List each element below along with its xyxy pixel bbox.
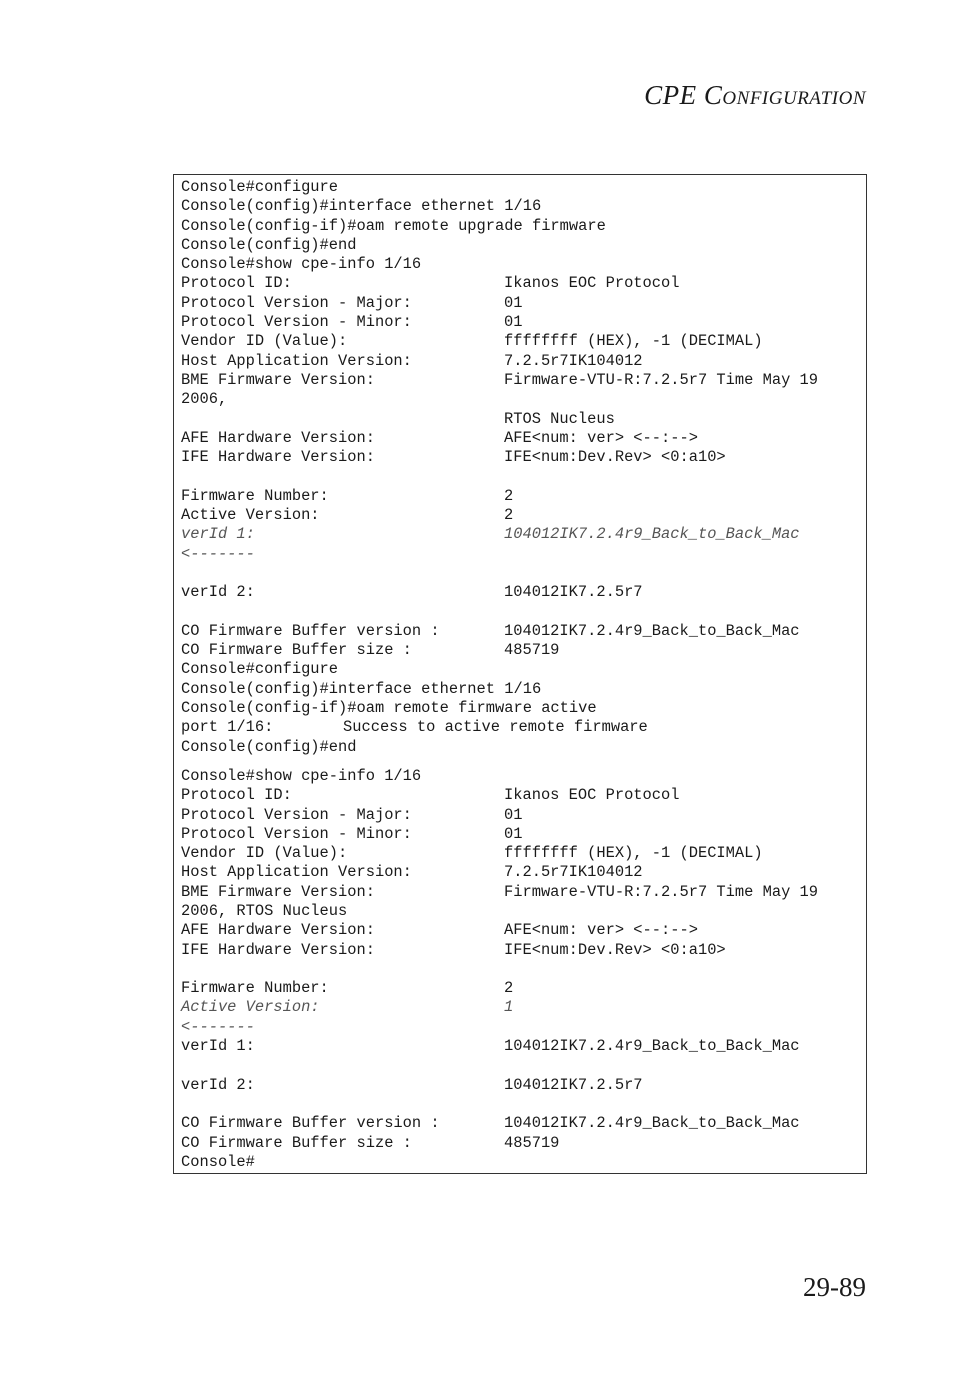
field-value: Firmware-VTU-R:7.2.5r7 Time May 19 xyxy=(504,370,819,389)
console-line xyxy=(181,960,866,979)
field-label: Protocol ID: xyxy=(181,786,292,805)
console-line: Console#configure xyxy=(181,178,339,196)
field-label: AFE Hardware Version: xyxy=(181,921,375,940)
field-value: AFE<num: ver> <--:--> xyxy=(504,921,698,940)
field-label: BME Firmware Version: xyxy=(181,882,375,901)
field-label: CO Firmware Buffer size : xyxy=(181,641,412,660)
field-label: Vendor ID (Value): xyxy=(181,332,348,351)
field-value: 104012IK7.2.4r9_Back_to_Back_Mac xyxy=(504,1037,800,1056)
field-label: AFE Hardware Version: xyxy=(181,428,375,447)
field-value: 1 xyxy=(504,998,514,1017)
header-title-initial: C xyxy=(703,80,723,110)
field-value: 104012IK7.2.5r7 xyxy=(504,1075,643,1094)
console-line xyxy=(181,941,866,960)
console-line xyxy=(181,294,866,313)
field-value: Ikanos EOC Protocol xyxy=(504,786,680,805)
status-message: Success to active remote firmware xyxy=(343,718,648,737)
field-value: IFE<num:Dev.Rev> <0:a10> xyxy=(504,940,726,959)
console-line xyxy=(181,332,866,351)
console-line xyxy=(181,1076,866,1095)
field-value: 7.2.5r7IK104012 xyxy=(504,351,643,370)
console-line xyxy=(181,806,866,825)
console-line xyxy=(181,825,866,844)
console-line: <------- xyxy=(181,544,255,563)
field-value: 104012IK7.2.4r9_Back_to_Back_Mac xyxy=(504,1114,800,1133)
console-line xyxy=(181,622,866,641)
field-value: 485719 xyxy=(504,1133,560,1152)
console-line xyxy=(181,979,866,998)
field-value: 2 xyxy=(504,486,514,505)
field-label: CO Firmware Buffer version : xyxy=(181,621,440,640)
field-value: 7.2.5r7IK104012 xyxy=(504,863,643,882)
field-label: Protocol Version - Minor: xyxy=(181,824,412,843)
console-line xyxy=(181,410,866,429)
field-label: CO Firmware Buffer version : xyxy=(181,1114,440,1133)
field-label: Host Application Version: xyxy=(181,351,412,370)
console-line xyxy=(181,564,866,583)
console-line: Console(config)#end xyxy=(181,737,357,756)
console-example-box xyxy=(173,174,867,1174)
field-value: 01 xyxy=(504,824,523,843)
field-label: verId 1: xyxy=(181,525,255,544)
console-line xyxy=(181,1114,866,1133)
header-title-rest: ONFIGURATION xyxy=(722,88,866,109)
field-value: 104012IK7.2.4r9_Back_to_Back_Mac xyxy=(504,621,800,640)
field-label: Protocol Version - Major: xyxy=(181,293,412,312)
field-value: 104012IK7.2.4r9_Back_to_Back_Mac xyxy=(504,525,800,544)
console-line: Console#show cpe-info 1/16 xyxy=(181,255,422,274)
console-line: Console(config)#interface ethernet 1/16 xyxy=(181,679,542,698)
console-line xyxy=(181,274,866,293)
console-line: Console#show cpe-info 1/16 xyxy=(181,766,422,785)
field-value: 01 xyxy=(504,313,523,332)
console-line xyxy=(181,371,866,390)
console-line xyxy=(181,313,866,332)
console-line xyxy=(181,998,866,1017)
console-line xyxy=(181,786,866,805)
running-header xyxy=(644,80,866,111)
console-line xyxy=(181,921,866,940)
port-label: port 1/16: xyxy=(181,718,274,737)
field-value: ffffffff (HEX), -1 (DECIMAL) xyxy=(504,844,763,863)
console-line xyxy=(181,506,866,525)
field-label: IFE Hardware Version: xyxy=(181,940,375,959)
field-value: IFE<num:Dev.Rev> <0:a10> xyxy=(504,448,726,467)
field-value: Firmware-VTU-R:7.2.5r7 Time May 19 xyxy=(504,882,819,901)
console-line xyxy=(181,1095,866,1114)
console-line: 2006, RTOS Nucleus xyxy=(181,901,348,920)
console-line: <------- xyxy=(181,1017,255,1036)
field-label: Vendor ID (Value): xyxy=(181,844,348,863)
console-line xyxy=(181,603,866,622)
field-label: Protocol Version - Minor: xyxy=(181,313,412,332)
field-label: verId 2: xyxy=(181,1075,255,1094)
console-line xyxy=(181,883,866,902)
console-line xyxy=(181,718,866,737)
field-label: IFE Hardware Version: xyxy=(181,448,375,467)
field-value: AFE<num: ver> <--:--> xyxy=(504,428,698,447)
console-line xyxy=(181,583,866,602)
console-line: Console# xyxy=(181,1152,255,1171)
console-line: Console(config-if)#oam remote firmware active xyxy=(181,699,597,718)
field-label: Firmware Number: xyxy=(181,979,329,998)
console-line xyxy=(181,467,866,486)
console-line: 2006, xyxy=(181,390,228,409)
field-value: 485719 xyxy=(504,641,560,660)
field-value: 01 xyxy=(504,293,523,312)
console-line xyxy=(181,448,866,467)
field-label: Active Version: xyxy=(181,506,320,525)
field-value: Ikanos EOC Protocol xyxy=(504,274,680,293)
console-line xyxy=(181,1134,866,1153)
field-label: CO Firmware Buffer size : xyxy=(181,1133,412,1152)
console-line xyxy=(181,525,866,544)
field-value: 104012IK7.2.5r7 xyxy=(504,583,643,602)
console-line xyxy=(181,429,866,448)
console-line xyxy=(181,863,866,882)
console-line: Console(config)#interface ethernet 1/16 xyxy=(181,197,542,216)
console-line: Console#configure xyxy=(181,660,339,679)
field-label: Protocol ID: xyxy=(181,274,292,293)
field-label: Firmware Number: xyxy=(181,486,329,505)
header-title-cpe: CPE xyxy=(644,80,697,110)
console-line: Console(config)#end xyxy=(181,235,357,254)
console-line xyxy=(181,352,866,371)
console-line xyxy=(181,487,866,506)
console-line xyxy=(181,641,866,660)
field-label: Host Application Version: xyxy=(181,863,412,882)
field-label: verId 1: xyxy=(181,1037,255,1056)
field-value: 01 xyxy=(504,805,523,824)
field-value: 2 xyxy=(504,979,514,998)
console-line xyxy=(181,1037,866,1056)
field-value: ffffffff (HEX), -1 (DECIMAL) xyxy=(504,332,763,351)
field-label: Active Version: xyxy=(181,998,320,1017)
page-number: 29-89 xyxy=(803,1272,866,1302)
field-label: verId 2: xyxy=(181,583,255,602)
console-line xyxy=(181,1056,866,1075)
field-label: BME Firmware Version: xyxy=(181,370,375,389)
field-label: Protocol Version - Major: xyxy=(181,805,412,824)
field-value: RTOS Nucleus xyxy=(504,409,615,428)
console-line xyxy=(181,844,866,863)
console-line: Console(config-if)#oam remote upgrade firmware xyxy=(181,216,606,235)
field-value: 2 xyxy=(504,506,514,525)
